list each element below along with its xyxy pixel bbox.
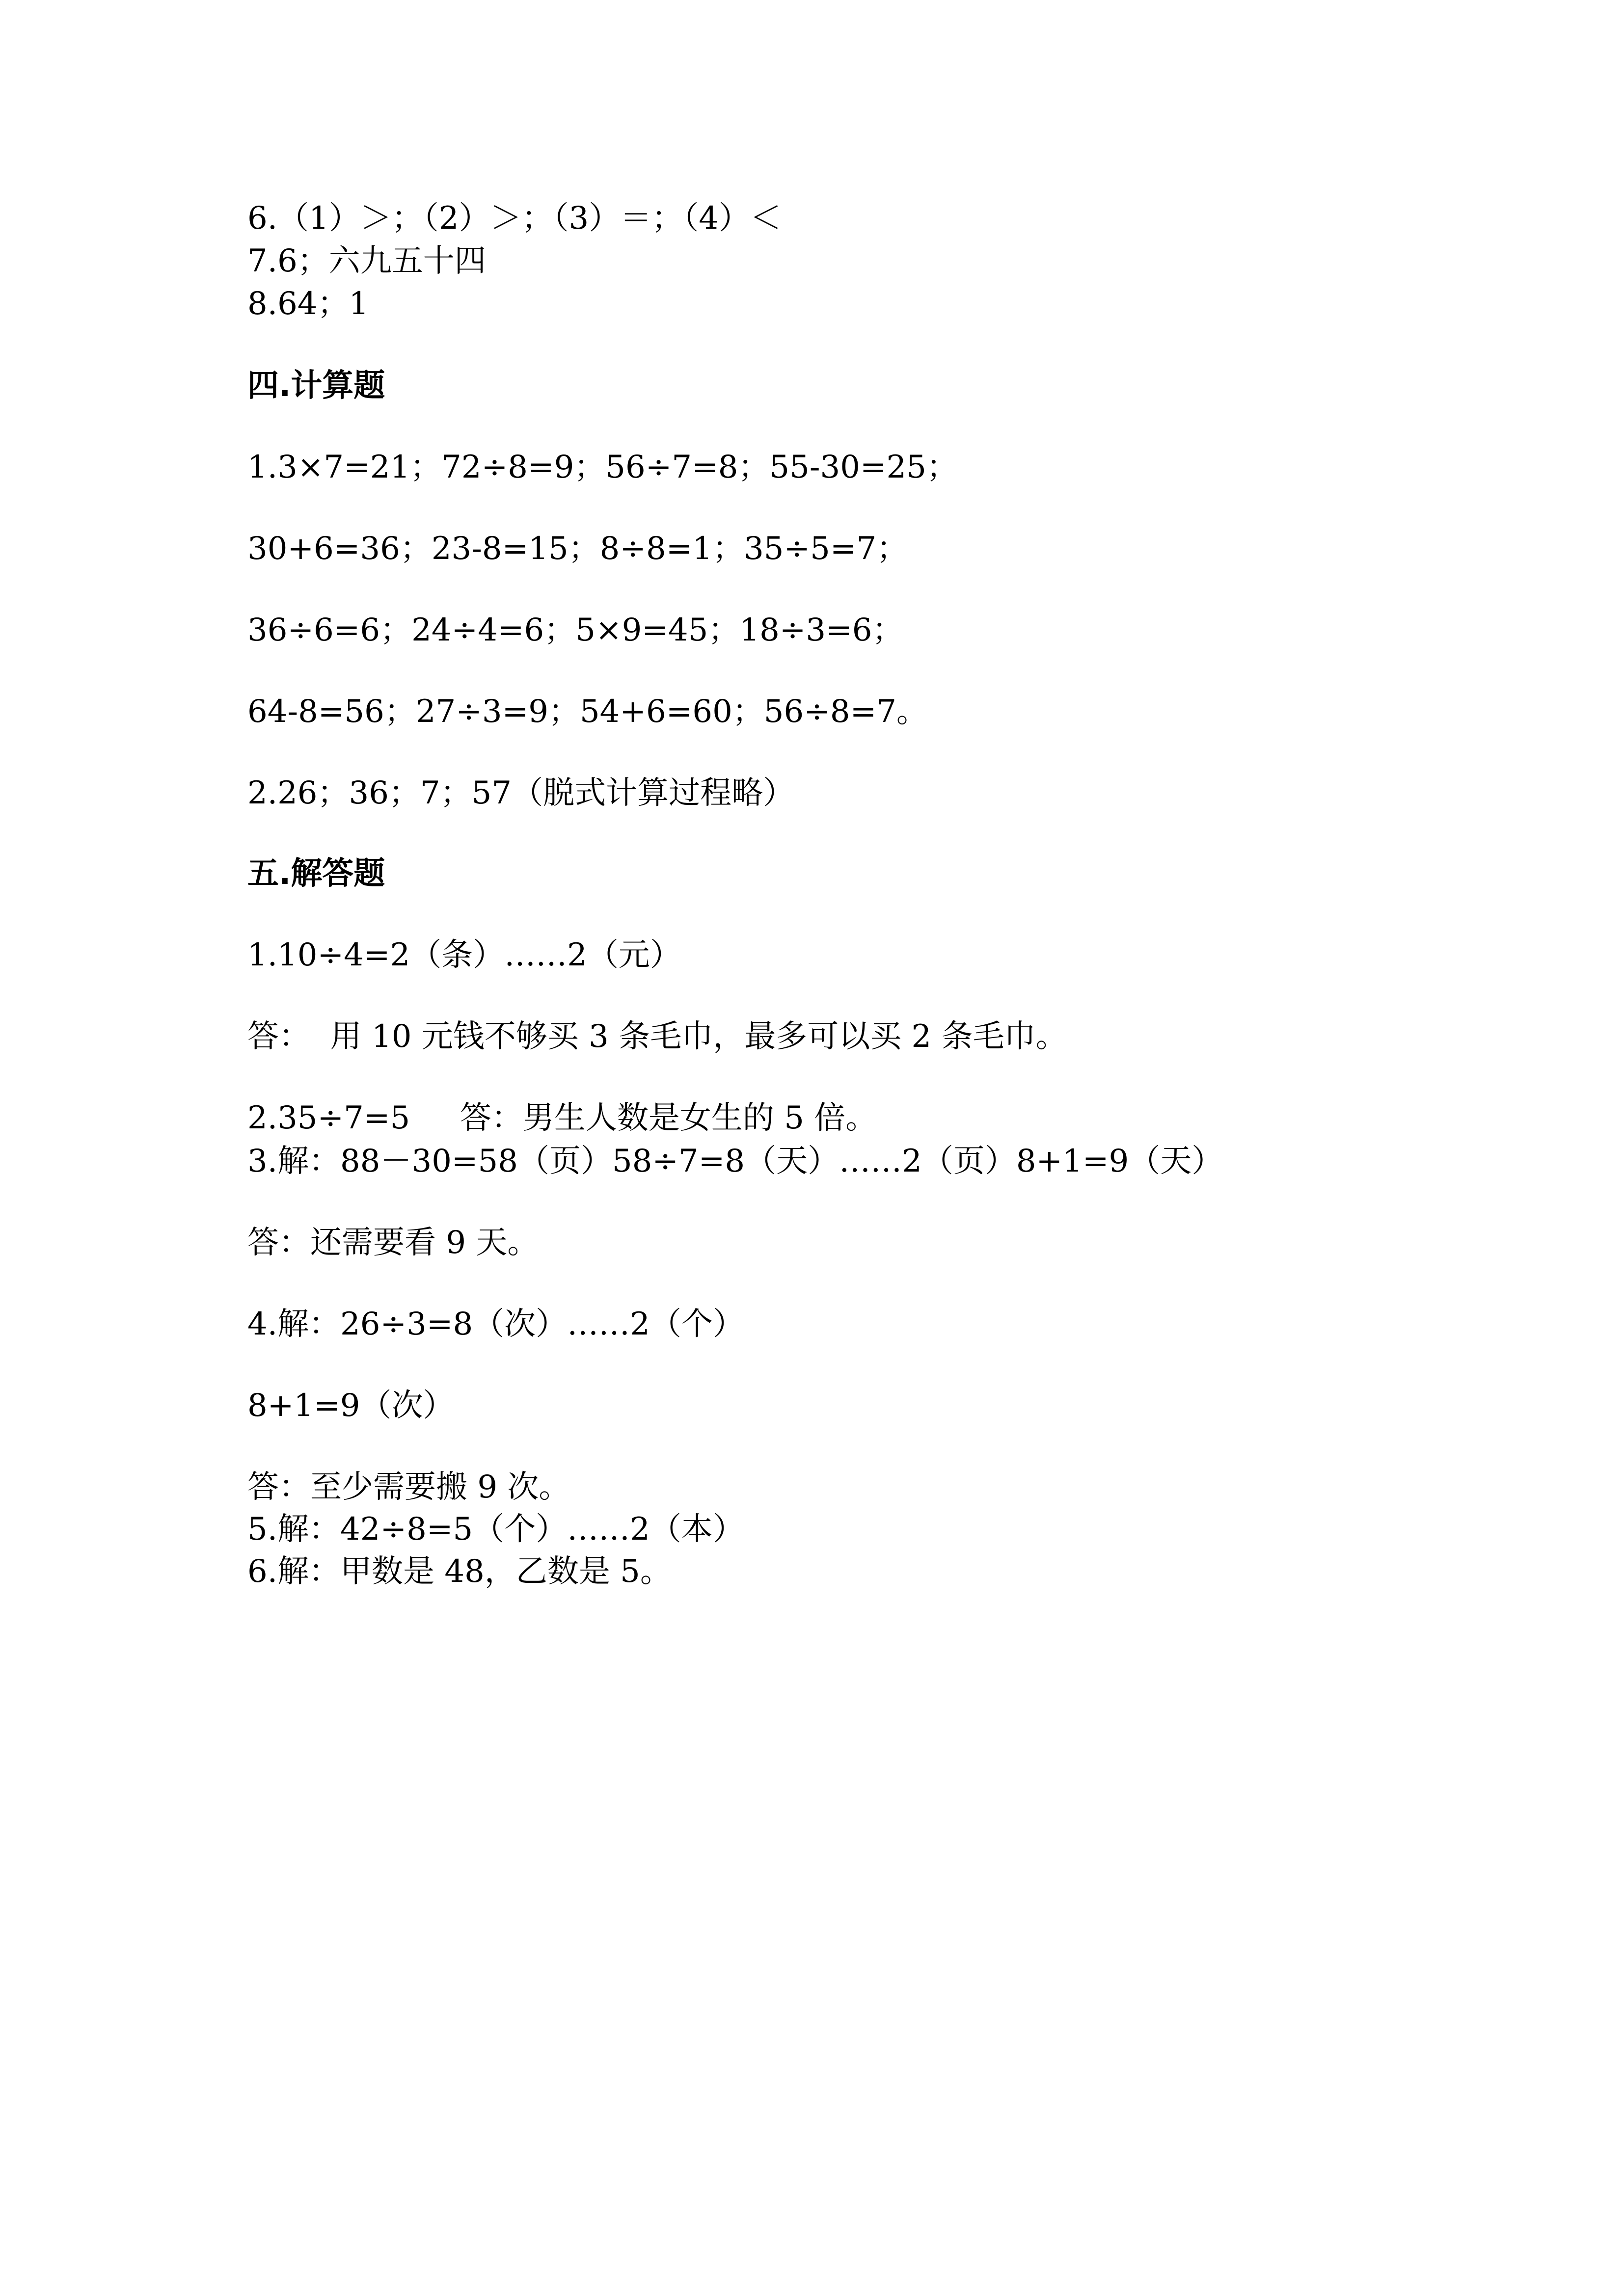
- section-heading-calculation: 四.计算题: [247, 368, 385, 404]
- problem-5-solution: 5.解：42÷8=5（个）……2（本）: [247, 1511, 744, 1548]
- problem-3-solution: 3.解：88－30=58（页）58÷7=8（天）……2（页）8+1=9（天）: [247, 1143, 1223, 1179]
- problem-1-answer: 答： 用 10 元钱不够买 3 条毛巾，最多可以买 2 条毛巾。: [247, 1018, 1067, 1055]
- calc-line-4: 64-8=56；27÷3=9；54+6=60；56÷8=7。: [247, 694, 928, 730]
- answer-item-7: 7.6；六九五十四: [247, 243, 486, 279]
- problem-2-solution: 2.35÷7=5 答：男生人数是女生的 5 倍。: [247, 1100, 877, 1136]
- problem-4-step: 8+1=9（次）: [247, 1388, 455, 1424]
- calc-line-3: 36÷6=6；24÷4=6；5×9=45；18÷3=6；: [247, 612, 904, 648]
- calc-line-2: 30+6=36；23-8=15；8÷8=1；35÷5=7；: [247, 531, 908, 567]
- problem-4-solution: 4.解：26÷3=8（次）……2（个）: [247, 1306, 744, 1342]
- problem-1-solution: 1.10÷4=2（条）……2（元）: [247, 937, 681, 973]
- problem-6-solution: 6.解：甲数是 48，乙数是 5。: [247, 1553, 672, 1590]
- calc-line-1: 1.3×7=21；72÷8=9；56÷7=8；55-30=25；: [247, 449, 958, 485]
- problem-4-answer: 答：至少需要搬 9 次。: [247, 1469, 570, 1505]
- answer-item-8: 8.64；1: [247, 286, 369, 322]
- problem-3-answer: 答：还需要看 9 天。: [247, 1225, 539, 1261]
- calc-line-5: 2.26；36；7；57（脱式计算过程略）: [247, 775, 795, 811]
- answer-item-6: 6.（1）＞；（2）＞；（3）＝；（4）＜: [247, 200, 782, 237]
- section-heading-word-problems: 五.解答题: [247, 855, 385, 892]
